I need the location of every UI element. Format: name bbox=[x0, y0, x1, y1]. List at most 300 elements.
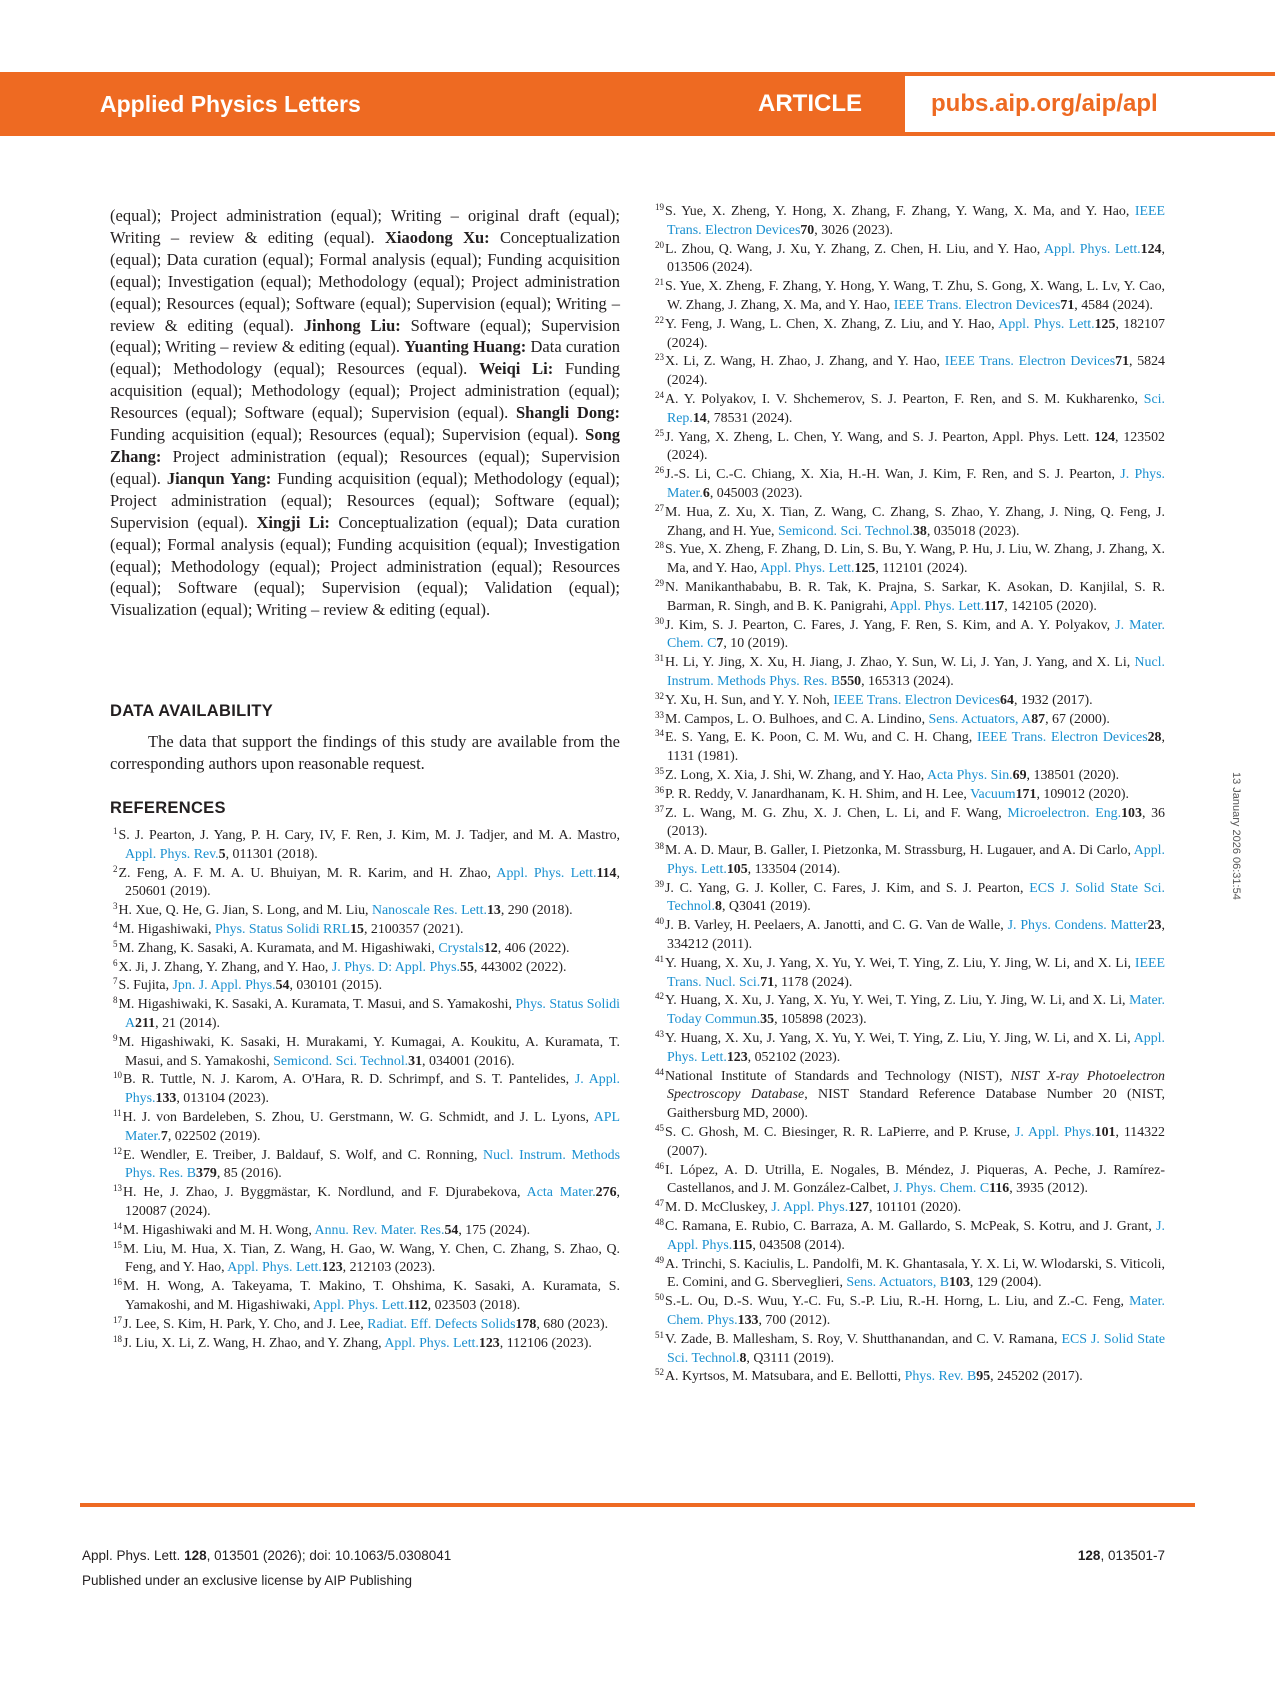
reference-volume: 123 bbox=[321, 1260, 343, 1276]
reference-journal-link[interactable]: J. Phys. Chem. C bbox=[893, 1181, 990, 1197]
reference-authors: H. Xue, Q. He, G. Jian, S. Long, and M. Liu, bbox=[118, 903, 372, 919]
reference-item bbox=[655, 786, 1165, 805]
contributor-name: Weiqi Li: bbox=[479, 359, 554, 379]
reference-pages-year: , 129 (2004). bbox=[969, 1275, 1042, 1291]
reference-volume: 114 bbox=[596, 865, 617, 881]
references-list-right bbox=[655, 203, 1165, 1387]
reference-authors: L. Zhou, Q. Wang, J. Xu, Y. Zhang, Z. Chen, H. Liu, and Y. Hao, bbox=[665, 241, 1045, 257]
reference-authors: S. Fujita, bbox=[118, 978, 173, 994]
reference-authors: Z. Long, X. Xia, J. Shi, W. Zhang, and Y. Hao, bbox=[665, 767, 927, 783]
reference-item bbox=[113, 959, 620, 978]
author-contributions-text bbox=[110, 205, 620, 621]
contribution-text: Project administration (equal); Resources (equal); Supervision (equal). bbox=[110, 446, 620, 488]
reference-volume: 171 bbox=[1015, 786, 1037, 802]
reference-number: 28 bbox=[655, 540, 664, 551]
reference-item bbox=[655, 1256, 1165, 1294]
reference-journal-link[interactable]: Appl. Phys. Rev. bbox=[125, 846, 219, 862]
footer-license: Published under an exclusive license by AIP Publishing bbox=[82, 1573, 412, 1588]
reference-authors: I. López, A. D. Utrilla, E. Nogales, B. Méndez, J. Piqueras, A. Peche, J. Ramírez-Castellanos, and J. M. González-Calbet, bbox=[665, 1162, 1165, 1197]
reference-volume: 123 bbox=[478, 1335, 500, 1351]
reference-journal-link[interactable]: J. Phys. Mater. bbox=[667, 467, 1165, 501]
reference-item bbox=[655, 1068, 1165, 1124]
reference-journal-link[interactable]: Crystals bbox=[438, 940, 484, 956]
reference-number: 30 bbox=[655, 615, 664, 626]
reference-journal-link[interactable]: Nanoscale Res. Lett. bbox=[371, 903, 487, 919]
reference-number: 7 bbox=[113, 976, 118, 987]
reference-pages-year: , 443002 (2022). bbox=[473, 959, 567, 975]
reference-authors: J. B. Varley, H. Peelaers, A. Janotti, and C. G. Van de Walle, bbox=[665, 918, 1008, 934]
contribution-text: Funding acquisition (equal); Resources (equal); Supervision (equal). bbox=[110, 425, 586, 445]
reference-number: 21 bbox=[655, 277, 664, 288]
reference-pages-year: , 85 (2016). bbox=[216, 1166, 282, 1182]
reference-item bbox=[113, 1034, 620, 1072]
reference-pages-year: , 5824 (2024). bbox=[667, 354, 1165, 389]
references-list-left bbox=[113, 827, 620, 1353]
reference-journal-link[interactable]: Appl. Phys. Lett. bbox=[496, 865, 597, 881]
reference-journal-link[interactable]: Microelectron. Eng. bbox=[1007, 805, 1122, 821]
reference-volume: 178 bbox=[515, 1316, 537, 1332]
reference-authors: Z. L. Wang, M. G. Zhu, X. J. Chen, L. Li, and F. Wang, bbox=[665, 805, 1008, 821]
reference-journal-link[interactable]: ECS J. Solid State Sci. Technol. bbox=[667, 880, 1166, 915]
reference-journal-link[interactable]: Appl. Phys. Lett. bbox=[384, 1335, 479, 1351]
reference-volume: 125 bbox=[854, 561, 876, 577]
reference-item bbox=[655, 353, 1165, 391]
reference-number: 15 bbox=[113, 1239, 122, 1250]
reference-number: 16 bbox=[113, 1277, 122, 1288]
reference-number: 17 bbox=[113, 1314, 122, 1325]
references-heading: REFERENCES bbox=[110, 799, 226, 817]
reference-journal-link[interactable]: J. Phys. D: Appl. Phys. bbox=[331, 959, 460, 975]
reference-number: 39 bbox=[655, 878, 664, 889]
reference-pages-year: , 3935 (2012). bbox=[1009, 1181, 1088, 1197]
reference-number: 29 bbox=[655, 577, 664, 588]
reference-item bbox=[655, 429, 1165, 467]
reference-volume: 87 bbox=[1031, 711, 1046, 727]
reference-journal-link[interactable]: Sci. Rep. bbox=[667, 391, 1165, 426]
reference-journal-link[interactable]: Semicond. Sci. Technol. bbox=[777, 523, 913, 539]
reference-authors: M. Zhang, K. Sasaki, A. Kuramata, and M. Higashiwaki, bbox=[118, 940, 439, 956]
reference-number: 25 bbox=[655, 427, 664, 438]
reference-journal-link[interactable]: IEEE Trans. Electron Devices bbox=[893, 297, 1061, 313]
reference-authors: V. Zade, B. Mallesham, S. Roy, V. Shutthanandan, and C. V. Ramana, bbox=[665, 1331, 1062, 1347]
data-availability-text: The data that support the findings of this study are available from the corresponding authors upon reasonable request. bbox=[110, 732, 620, 773]
reference-authors: M. Higashiwaki, K. Sasaki, A. Kuramata, T. Masui, and S. Yamakoshi, bbox=[118, 997, 516, 1013]
reference-authors: M. Campos, L. O. Bulhoes, and C. A. Lindino, bbox=[665, 711, 929, 727]
reference-volume: 276 bbox=[595, 1185, 617, 1201]
reference-pages-year: , 030101 (2015). bbox=[289, 978, 383, 994]
footer-rule bbox=[80, 1503, 1195, 1507]
reference-number: 18 bbox=[113, 1333, 122, 1344]
reference-number: 37 bbox=[655, 803, 664, 814]
reference-item bbox=[655, 203, 1165, 241]
reference-pages-year: , 123502 (2024). bbox=[667, 429, 1165, 464]
reference-number: 27 bbox=[655, 502, 664, 513]
reference-item bbox=[655, 692, 1165, 711]
reference-item bbox=[655, 654, 1165, 692]
reference-journal-link[interactable]: J. Appl. Phys. bbox=[667, 1219, 1165, 1253]
reference-journal-link[interactable]: Semicond. Sci. Technol. bbox=[273, 1053, 409, 1069]
reference-authors: M. A. D. Maur, B. Galler, I. Pietzonka, M. Strassburg, H. Lugauer, and A. Di Carlo, bbox=[665, 843, 1134, 859]
contributor-name: Jinhong Liu: bbox=[303, 315, 401, 335]
reference-volume: 7 bbox=[160, 1128, 168, 1144]
reference-journal-link[interactable]: Sens. Actuators, A bbox=[928, 711, 1032, 727]
reference-journal-link[interactable]: IEEE Trans. Electron Devices bbox=[667, 204, 1165, 238]
reference-volume: 8 bbox=[715, 899, 722, 915]
journal-title[interactable]: Applied Physics Letters bbox=[100, 91, 361, 117]
footer-page-volume: 128 bbox=[1077, 1548, 1101, 1563]
reference-pages-year: , 175 (2024). bbox=[458, 1222, 531, 1238]
reference-authors: J. Liu, X. Li, Z. Wang, H. Zhao, and Y. Zhang, bbox=[123, 1335, 385, 1351]
reference-authors: E. Wendler, E. Treiber, J. Baldauf, S. Wolf, and C. Ronning, bbox=[123, 1147, 484, 1163]
reference-authors: S. Yue, X. Zheng, Y. Hong, X. Zhang, F. Zhang, Y. Wang, X. Ma, and Y. Hao, bbox=[665, 204, 1135, 219]
reference-item bbox=[655, 241, 1165, 279]
reference-item bbox=[655, 1293, 1165, 1331]
reference-volume: 124 bbox=[1140, 241, 1162, 257]
reference-volume: 14 bbox=[692, 410, 707, 426]
reference-authors: J. Lee, S. Kim, H. Park, Y. Cho, and J. Lee, bbox=[123, 1316, 368, 1332]
reference-item bbox=[655, 917, 1165, 955]
reference-journal-link[interactable]: Jpn. J. Appl. Phys. bbox=[172, 978, 276, 994]
reference-number: 45 bbox=[655, 1123, 664, 1134]
reference-volume: 123 bbox=[726, 1049, 748, 1065]
reference-item bbox=[655, 1162, 1165, 1200]
reference-volume: 127 bbox=[848, 1200, 870, 1216]
reference-item bbox=[655, 1124, 1165, 1162]
reference-pages-year: , 011301 (2018). bbox=[225, 846, 318, 862]
reference-number: 52 bbox=[655, 1367, 664, 1378]
reference-authors: J. Yang, X. Zheng, L. Chen, Y. Wang, and S. J. Pearton, Appl. Phys. Lett. bbox=[665, 429, 1095, 445]
reference-journal-link[interactable]: Acta Phys. Sin. bbox=[926, 767, 1013, 783]
reference-volume: 125 bbox=[1094, 316, 1116, 332]
reference-pages-year: , 112101 (2024). bbox=[875, 561, 968, 577]
reference-pages-year: , 1932 (2017). bbox=[1013, 692, 1093, 708]
left-column bbox=[110, 205, 620, 621]
reference-volume: 117 bbox=[984, 598, 1005, 614]
contributor-name: Xiaodong Xu: bbox=[384, 227, 490, 247]
reference-volume: 31 bbox=[408, 1053, 423, 1069]
reference-authors: S.-L. Ou, D.-S. Wuu, Y.-C. Fu, S.-P. Liu, R.-H. Horng, L. Liu, and Z.-C. Feng, bbox=[665, 1294, 1130, 1310]
reference-journal-link[interactable]: APL Mater. bbox=[125, 1109, 620, 1144]
reference-item bbox=[655, 805, 1165, 843]
reference-pages-year: , 035018 (2023). bbox=[926, 523, 1020, 539]
reference-journal-link[interactable]: Phys. Rev. B bbox=[904, 1369, 977, 1385]
reference-item bbox=[113, 1241, 620, 1279]
contributor-name: Jianqun Yang: bbox=[166, 468, 272, 488]
reference-number: 3 bbox=[113, 901, 118, 912]
reference-pages-year: , 334212 (2011). bbox=[667, 918, 1165, 953]
data-availability-heading: DATA AVAILABILITY bbox=[110, 702, 274, 720]
reference-volume: 71 bbox=[1060, 297, 1075, 313]
reference-journal-link[interactable]: Appl. Phys. Lett. bbox=[998, 316, 1095, 332]
reference-item bbox=[113, 1222, 620, 1241]
reference-authors: B. R. Tuttle, N. J. Karom, A. O'Hara, R. D. Schrimpf, and S. T. Pantelides, bbox=[123, 1072, 575, 1088]
reference-item bbox=[655, 1030, 1165, 1068]
footer-page-rest: , 013501-7 bbox=[1100, 1548, 1165, 1563]
reference-pages-year: , 105898 (2023). bbox=[774, 1012, 867, 1028]
reference-pages-year: , 133504 (2014). bbox=[747, 861, 841, 877]
footer-cite-journal: Appl. Phys. Lett. bbox=[82, 1548, 185, 1563]
reference-volume: 54 bbox=[275, 978, 290, 994]
reference-authors: H. Li, Y. Jing, X. Xu, H. Jiang, J. Zhao, Y. Sun, W. Li, J. Yan, J. Yang, and X. Li, bbox=[665, 655, 1135, 671]
contribution-text: Conceptualization (equal); Data curation (equal); Formal analysis (equal); Funding acquisition (equal); Investigation (equal); Methodology (equal); Project administration (equal); Resources (equal); Software (equal); Supervision (equal); Writing – review & editing (equal). bbox=[110, 227, 620, 335]
reference-authors: X. Li, Z. Wang, H. Zhao, J. Zhang, and Y. Hao, bbox=[665, 354, 945, 370]
reference-journal-link[interactable]: IEEE Trans. Electron Devices bbox=[833, 692, 1001, 708]
reference-authors: Y. Huang, X. Xu, J. Yang, X. Yu, Y. Wei, T. Ying, Z. Liu, Y. Jing, W. Li, and X. Li, bbox=[665, 1031, 1134, 1047]
reference-pages-year: , 114322 (2007). bbox=[667, 1125, 1165, 1159]
reference-authors: S. Yue, X. Zheng, F. Zhang, Y. Hong, Y. Wang, T. Zhu, S. Gong, X. Wang, L. Lv, Y. Cao, W. Zhang, J. Zhang, X. Ma, and Y. Hao, bbox=[665, 279, 1165, 313]
reference-number: 1 bbox=[113, 826, 118, 836]
reference-item bbox=[655, 1199, 1165, 1218]
reference-pages-year: , 112106 (2023). bbox=[499, 1335, 592, 1351]
reference-title: NIST X-ray Photoelectron Spectroscopy Database bbox=[667, 1068, 1166, 1103]
contribution-text: Funding acquisition (equal); Methodology (equal); Project administration (equal); Resources (equal); Software (equal); Supervision (equal). bbox=[110, 468, 620, 532]
reference-pages-year: , 034001 (2016). bbox=[422, 1053, 515, 1069]
reference-volume: 103 bbox=[949, 1275, 970, 1291]
reference-journal-link[interactable]: Appl. Phys. Lett. bbox=[313, 1297, 408, 1313]
reference-number: 40 bbox=[655, 916, 664, 927]
footer-citation bbox=[82, 1548, 451, 1563]
reference-pages-year: , 4584 (2024). bbox=[1074, 297, 1153, 313]
reference-item bbox=[655, 729, 1165, 767]
reference-item bbox=[113, 1147, 620, 1185]
reference-authors: S. C. Ghosh, M. C. Biesinger, R. R. LaPierre, and P. Kruse, bbox=[665, 1125, 1016, 1141]
contributor-name: Yuanting Huang: bbox=[404, 337, 527, 357]
reference-journal-link[interactable]: ECS J. Solid State Sci. Technol. bbox=[667, 1331, 1165, 1366]
reference-journal-link[interactable]: Phys. Status Solidi A bbox=[125, 997, 621, 1031]
reference-authors: Y. Huang, X. Xu, J. Yang, X. Yu, Y. Wei, T. Ying, Z. Liu, Y. Jing, W. Li, and X. Li, bbox=[665, 993, 1130, 1009]
reference-volume: 116 bbox=[989, 1181, 1010, 1197]
reference-item bbox=[113, 1278, 620, 1316]
reference-pages-year: , 052102 (2023). bbox=[747, 1049, 841, 1065]
reference-volume: 133 bbox=[737, 1313, 759, 1329]
reference-pages-year: , Q3111 (2019). bbox=[746, 1350, 835, 1366]
reference-journal-link[interactable]: Appl. Phys. Lett. bbox=[667, 1031, 1165, 1065]
contributor-name: Xingji Li: bbox=[256, 512, 330, 532]
reference-pages-year: , 022502 (2019). bbox=[167, 1128, 261, 1144]
reference-pages-year: , 045003 (2023). bbox=[709, 485, 803, 501]
reference-journal-link[interactable]: Annu. Rev. Mater. Res. bbox=[314, 1222, 445, 1238]
reference-number: 46 bbox=[655, 1160, 664, 1171]
reference-number: 24 bbox=[655, 389, 664, 400]
contributor-name: Song Zhang: bbox=[110, 425, 620, 466]
reference-number: 11 bbox=[113, 1107, 122, 1118]
reference-number: 42 bbox=[655, 991, 664, 1002]
reference-authors: J. C. Yang, G. J. Koller, C. Fares, J. Kim, and S. J. Pearton, bbox=[665, 880, 1030, 896]
reference-authors: J. Kim, S. J. Pearton, C. Fares, J. Yang, F. Ren, S. Kim, and A. Y. Polyakov, bbox=[665, 617, 1116, 633]
reference-pages-year: , 101101 (2020). bbox=[869, 1200, 962, 1216]
reference-volume: 5 bbox=[218, 846, 226, 862]
contribution-text: Data curation (equal); Methodology (equal); Resources (equal). bbox=[110, 337, 620, 379]
reference-pages-year: , 36 (2013). bbox=[667, 805, 1165, 840]
reference-number: 13 bbox=[113, 1183, 122, 1194]
reference-item bbox=[113, 827, 620, 865]
reference-item bbox=[113, 1316, 620, 1335]
reference-pages-year: , NIST Standard Reference Database Number 20 (NIST, Gaithersburg MD, 2000). bbox=[667, 1087, 1165, 1122]
contribution-text: Funding acquisition (equal); Methodology (equal); Project administration (equal); Resources (equal); Software (equal); Supervision (equal). bbox=[110, 359, 620, 423]
reference-number: 48 bbox=[655, 1217, 664, 1228]
reference-journal-link[interactable]: Appl. Phys. Lett. bbox=[889, 598, 985, 614]
reference-volume: 23 bbox=[1147, 918, 1162, 934]
footer-cite-rest[interactable]: , 013501 (2026); doi: 10.1063/5.0308041 bbox=[206, 1548, 452, 1563]
reference-authors: P. R. Reddy, V. Janardhanam, K. H. Shim, and H. Lee, bbox=[665, 786, 971, 802]
reference-authors: M. Higashiwaki and M. H. Wong, bbox=[123, 1222, 315, 1238]
reference-item bbox=[655, 1218, 1165, 1256]
reference-journal-link[interactable]: Appl. Phys. Lett. bbox=[667, 843, 1165, 877]
reference-item bbox=[655, 504, 1165, 542]
reference-number: 35 bbox=[655, 765, 664, 776]
reference-pages-year: , 2100357 (2021). bbox=[363, 921, 464, 937]
reference-journal-link[interactable]: Nucl. Instrum. Methods Phys. Res. B bbox=[667, 655, 1165, 689]
reference-number: 20 bbox=[655, 239, 664, 250]
reference-journal-link[interactable]: Appl. Phys. Lett. bbox=[1044, 241, 1141, 257]
reference-journal-link[interactable]: Vacuum bbox=[970, 786, 1016, 802]
journal-url-box[interactable] bbox=[903, 74, 1275, 134]
footer-cite-volume: 128 bbox=[184, 1548, 207, 1563]
reference-journal-link[interactable]: Appl. Phys. Lett. bbox=[227, 1260, 322, 1276]
reference-journal-link[interactable]: Sens. Actuators, B bbox=[846, 1275, 950, 1291]
reference-item bbox=[113, 865, 620, 903]
reference-item bbox=[113, 1184, 620, 1222]
reference-pages-year: , 245202 (2017). bbox=[990, 1369, 1083, 1385]
reference-pages-year: , Q3041 (2019). bbox=[721, 899, 811, 915]
reference-number: 23 bbox=[655, 352, 664, 363]
reference-item bbox=[655, 992, 1165, 1030]
reference-number: 50 bbox=[655, 1292, 664, 1303]
reference-authors: H. J. von Bardeleben, S. Zhou, U. Gerstmann, W. G. Schmidt, and J. L. Lyons, bbox=[122, 1109, 594, 1125]
reference-volume: 379 bbox=[196, 1166, 217, 1182]
reference-journal-link[interactable]: Radiat. Eff. Defects Solids bbox=[367, 1316, 516, 1332]
reference-item bbox=[113, 977, 620, 996]
reference-authors: Z. Feng, A. F. M. A. U. Bhuiyan, M. R. Karim, and H. Zhao, bbox=[118, 865, 497, 881]
reference-journal-link[interactable]: J. Appl. Phys. bbox=[1015, 1125, 1095, 1141]
reference-item bbox=[655, 767, 1165, 786]
reference-item bbox=[113, 902, 620, 921]
reference-pages-year: , 1178 (2024). bbox=[774, 974, 853, 990]
reference-authors: N. Manikanthababu, B. R. Tak, K. Prajna, S. Sarkar, K. Asokan, D. Kanjilal, S. R. Barman, R. Singh, and B. K. Panigrahi, bbox=[665, 579, 1165, 614]
reference-pages-year: , 78531 (2024). bbox=[706, 410, 793, 426]
reference-pages-year: , 3026 (2023). bbox=[814, 222, 893, 238]
reference-number: 26 bbox=[655, 465, 664, 476]
reference-pages-year: , 406 (2022). bbox=[497, 940, 570, 956]
reference-journal-link[interactable]: Nucl. Instrum. Methods Phys. Res. B bbox=[125, 1147, 620, 1182]
footer-page-number bbox=[1078, 1548, 1165, 1563]
reference-volume: 101 bbox=[1094, 1125, 1116, 1141]
reference-pages-year: , 013104 (2023). bbox=[176, 1091, 269, 1107]
reference-volume: 69 bbox=[1012, 767, 1027, 783]
reference-volume: 105 bbox=[726, 861, 748, 877]
reference-journal-link[interactable]: Appl. Phys. Lett. bbox=[759, 561, 855, 577]
reference-number: 19 bbox=[655, 202, 664, 212]
reference-volume: 28 bbox=[1147, 730, 1162, 746]
reference-authors: A. Y. Polyakov, I. V. Shchemerov, S. J. Pearton, F. Ren, and S. M. Kukharenko, bbox=[665, 391, 1144, 407]
reference-number: 49 bbox=[655, 1254, 664, 1265]
reference-item bbox=[113, 1335, 620, 1354]
reference-authors: M. Liu, M. Hua, X. Tian, Z. Wang, H. Gao, W. Wang, Y. Chen, C. Zhang, S. Zhao, Q. Feng, and Y. Hao, bbox=[123, 1241, 620, 1276]
reference-pages-year: , 142105 (2020). bbox=[1004, 598, 1097, 614]
reference-journal-link[interactable]: J. Mater. Chem. C bbox=[667, 617, 1165, 652]
reference-pages-year: , 182107 (2024). bbox=[667, 316, 1165, 351]
reference-authors: Y. Xu, H. Sun, and Y. Y. Noh, bbox=[665, 692, 834, 708]
reference-item bbox=[655, 1331, 1165, 1369]
reference-item bbox=[655, 617, 1165, 655]
reference-number: 31 bbox=[655, 653, 664, 664]
reference-journal-link[interactable]: J. Appl. Phys. bbox=[125, 1072, 620, 1107]
reference-number: 32 bbox=[655, 690, 664, 701]
reference-pages-year: , 250601 (2019). bbox=[125, 865, 620, 900]
reference-authors: E. S. Yang, E. K. Poon, C. M. Wu, and C. H. Chang, bbox=[665, 730, 977, 746]
reference-volume: 71 bbox=[760, 974, 775, 990]
reference-pages-year: , 023503 (2018). bbox=[427, 1297, 521, 1313]
reference-pages-year: , 165313 (2024). bbox=[861, 673, 954, 689]
reference-pages-year: , 67 (2000). bbox=[1045, 711, 1110, 727]
reference-item bbox=[113, 921, 620, 940]
reference-volume: 8 bbox=[739, 1350, 747, 1366]
reference-authors: H. He, J. Zhao, J. Byggmästar, K. Nordlund, and F. Djurabekova, bbox=[123, 1185, 527, 1201]
reference-number: 36 bbox=[655, 784, 664, 795]
reference-number: 12 bbox=[113, 1145, 122, 1156]
reference-item bbox=[113, 1071, 620, 1109]
reference-pages-year: , 1131 (1981). bbox=[667, 730, 1165, 765]
reference-authors: M. Higashiwaki, K. Sasaki, H. Murakami, Y. Kumagai, A. Koukitu, A. Kuramata, T. Masui, and S. Yamakoshi, bbox=[118, 1034, 620, 1069]
reference-journal-link[interactable]: IEEE Trans. Electron Devices bbox=[944, 354, 1116, 370]
reference-volume: 7 bbox=[716, 636, 724, 652]
reference-authors: Y. Feng, J. Wang, L. Chen, X. Zhang, Z. Liu, and Y. Hao, bbox=[665, 316, 999, 332]
reference-number: 8 bbox=[113, 995, 118, 1006]
reference-pages-year: , 138501 (2020). bbox=[1026, 767, 1120, 783]
reference-number: 14 bbox=[113, 1220, 122, 1231]
contribution-text: (equal); Project administration (equal); Writing – original draft (equal); Writing – review & editing (equal). bbox=[110, 206, 620, 247]
reference-journal-link[interactable]: J. Phys. Condens. Matter bbox=[1007, 918, 1148, 934]
reference-item bbox=[113, 996, 620, 1034]
reference-journal-link[interactable]: IEEE Trans. Electron Devices bbox=[976, 730, 1148, 746]
download-timestamp: 13 January 2026 06:31:54 bbox=[1230, 772, 1242, 900]
reference-item bbox=[655, 842, 1165, 880]
reference-volume: 15 bbox=[350, 921, 364, 937]
reference-pages-year: , 120087 (2024). bbox=[125, 1185, 620, 1219]
reference-item bbox=[655, 579, 1165, 617]
reference-volume: 12 bbox=[483, 940, 498, 956]
reference-item bbox=[655, 711, 1165, 730]
reference-journal-link[interactable]: IEEE Trans. Nucl. Sci. bbox=[667, 955, 1165, 990]
journal-url-link[interactable]: pubs.aip.org/aip/apl bbox=[931, 90, 1158, 117]
reference-pages-year: , 680 (2023). bbox=[536, 1316, 609, 1332]
reference-journal-link[interactable]: Mater. Today Commun. bbox=[667, 993, 1165, 1028]
reference-number: 5 bbox=[113, 938, 118, 949]
reference-volume: 95 bbox=[976, 1369, 991, 1385]
reference-journal-link[interactable]: Phys. Status Solidi RRL bbox=[214, 921, 351, 937]
reference-journal-link[interactable]: Mater. Chem. Phys. bbox=[667, 1294, 1165, 1329]
reference-authors: M. Higashiwaki, bbox=[118, 921, 215, 937]
reference-journal-link[interactable]: Acta Mater. bbox=[526, 1185, 596, 1201]
reference-volume: 550 bbox=[840, 673, 862, 689]
reference-journal-link[interactable]: J. Appl. Phys. bbox=[771, 1200, 849, 1216]
reference-number: 38 bbox=[655, 841, 664, 852]
contributor-name: Shangli Dong: bbox=[515, 403, 620, 423]
reference-volume: 54 bbox=[444, 1222, 459, 1238]
reference-volume: 35 bbox=[760, 1012, 775, 1028]
reference-item bbox=[655, 541, 1165, 579]
reference-pages-year: , 21 (2014). bbox=[155, 1015, 220, 1031]
reference-volume: 112 bbox=[407, 1297, 428, 1313]
contribution-text: Conceptualization (equal); Data curation (equal); Formal analysis (equal); Funding acquisition (equal); Investigation (equal); Methodology (equal); Project administration (equal); Resources (equal); Software (equal); Supervision (equal); Validation (equal); Visualization (equal); Writing – review & editing (equal). bbox=[110, 512, 621, 620]
reference-volume: 38 bbox=[912, 523, 927, 539]
reference-number: 41 bbox=[655, 953, 664, 964]
reference-number: 4 bbox=[113, 919, 118, 930]
reference-authors: A. Kyrtsos, M. Matsubara, and E. Bellotti, bbox=[665, 1369, 905, 1385]
reference-volume: 64 bbox=[1000, 692, 1014, 708]
reference-number: 43 bbox=[655, 1029, 664, 1040]
reference-number: 44 bbox=[655, 1066, 664, 1077]
